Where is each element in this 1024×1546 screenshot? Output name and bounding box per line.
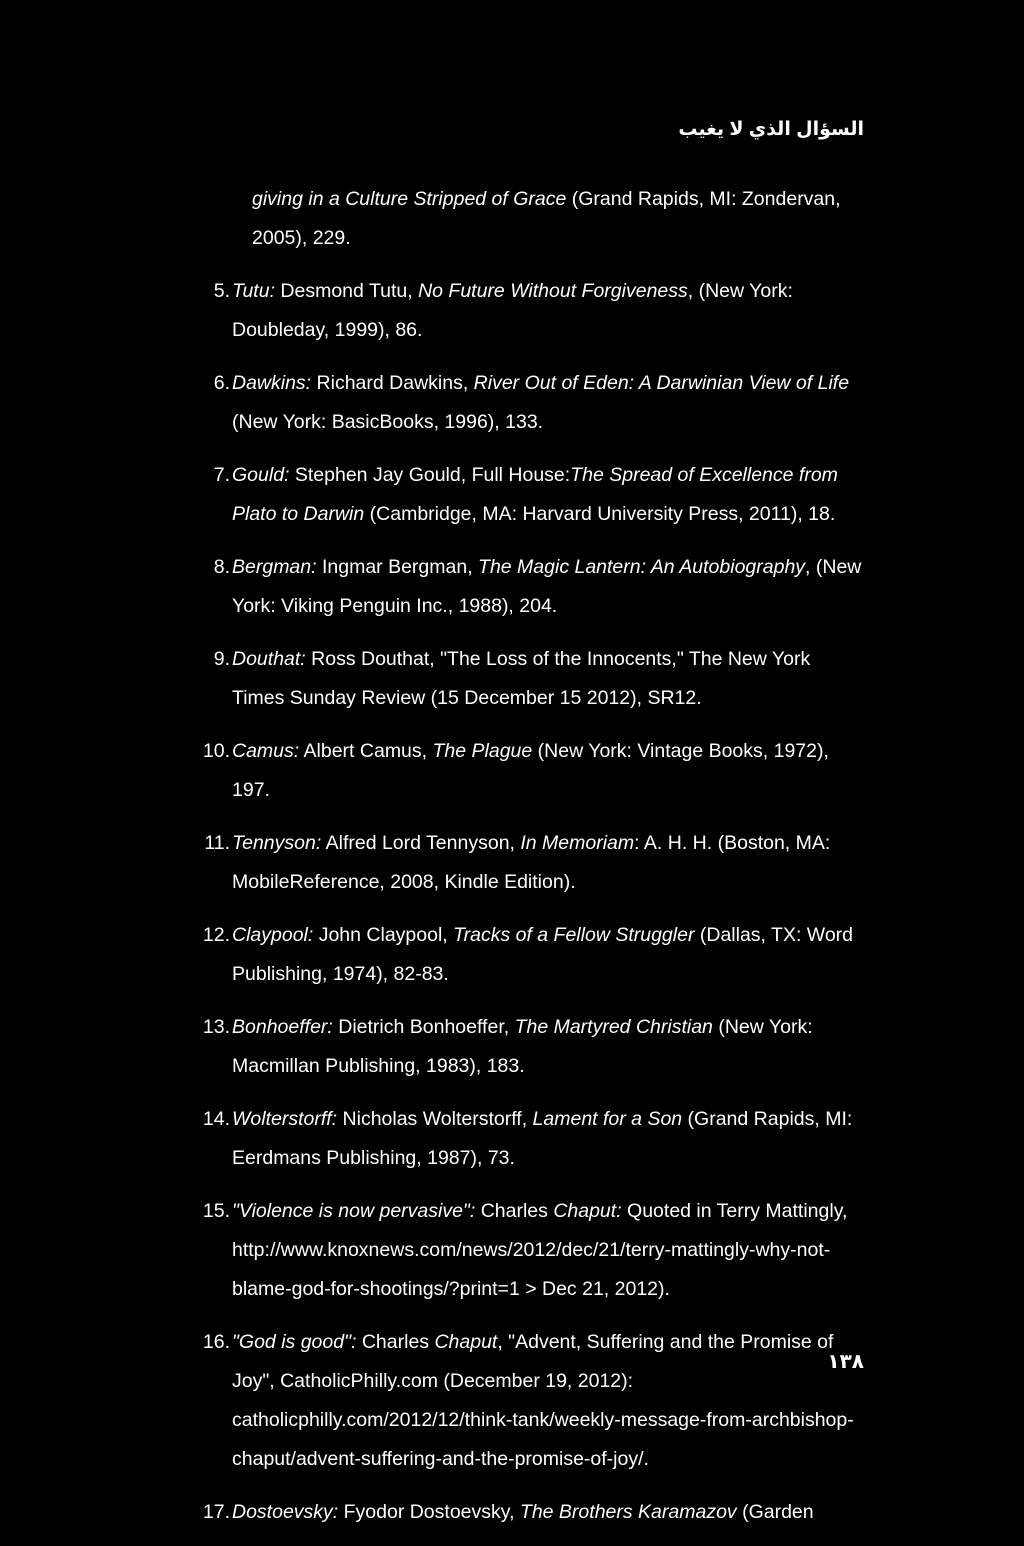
citation-text: Richard Dawkins, [311,372,474,394]
citation-text: , (New York: Doubleday, 1999), 86. [232,280,793,341]
note-text [252,180,862,258]
note-keyword: Wolterstorff: [232,1108,338,1130]
book-title: Lament for a Son [532,1108,683,1130]
note-keyword: Tennyson: [232,832,322,854]
note-text [232,1323,862,1479]
note-number: 8. [213,556,230,578]
book-title: Chaput: [553,1200,622,1222]
endnote-item [190,1100,862,1178]
book-title: The Brothers Karamazov [519,1501,737,1523]
book-title: giving in a Culture Stripped of Grace [252,188,567,210]
note-keyword: Tutu: [232,280,275,302]
note-keyword: Dawkins: [232,372,312,394]
citation-text: Dietrich Bonhoeffer, [332,1016,515,1038]
note-keyword: Claypool: [232,924,314,946]
citation-text: Quoted in Terry Mattingly, http://www.knoxnews.com/news/2012/dec/21/terry-mattingly-why-not- blame-god-for-shootings/?print=1 > Dec 21, 2012). [232,1200,848,1300]
note-text [232,640,862,718]
note-text [232,824,862,902]
book-title: In Memoriam [520,832,635,854]
note-text [232,1100,862,1178]
book-title: River Out of Eden: A Darwinian View of Life [473,372,850,394]
citation-text: Ross Douthat, "The Loss of the Innocents," The New York Times Sunday Review (15 December 15 2012), SR12. [232,648,811,709]
endnote-item [190,456,862,534]
book-title: The Magic Lantern: An Autobiography [478,556,806,578]
book-title: The Spread of Excellence from Plato to Darwin [232,464,838,525]
endnote-item [190,1323,862,1479]
note-number: 9. [213,648,230,670]
note-keyword: Dostoevsky: [232,1501,339,1523]
endnote-item [190,824,862,902]
note-number: 16. [202,1331,230,1353]
endnote-item [190,1008,862,1086]
endnote-item [190,916,862,994]
note-keyword: Bergman: [232,556,317,578]
book-title: The Plague [432,740,533,762]
book-title: The Martyred Christian [514,1016,713,1038]
note-text [232,272,862,350]
citation-text: John Claypool, [313,924,454,946]
note-text [232,456,862,534]
endnote-item [190,364,862,442]
note-text [232,1493,862,1532]
citation-text: (New York: Vintage Books, 1972), 197. [232,740,829,801]
note-number: 15. [202,1200,230,1222]
note-keyword: "God is good": [232,1331,357,1353]
note-keyword: Bonhoeffer: [232,1016,333,1038]
book-title: Chaput [434,1331,498,1353]
citation-text: (Dallas, TX: Word Publishing, 1974), 82-83. [232,924,854,985]
citation-text: Albert Camus, [299,740,433,762]
citation-text: (New York: Macmillan Publishing, 1983), 183. [232,1016,813,1077]
endnote-item [190,548,862,626]
citation-text: Stephen Jay Gould, Full House: [289,464,571,486]
note-number: 12. [202,924,230,946]
note-number: 5. [213,280,230,302]
page-number: ١٣٨ [827,1351,864,1373]
running-header: السؤال الذي لا يغيب [678,119,864,140]
endnote-item [190,272,862,350]
book-title: Tracks of a Fellow Struggler [453,924,695,946]
citation-text: (Grand Rapids, MI: Zondervan, 2005), 229. [252,188,841,249]
citation-text: Nicholas Wolterstorff, [337,1108,533,1130]
note-number: 7. [213,464,230,486]
endnote-item [190,1192,862,1309]
note-number: 14. [202,1108,230,1130]
book-title: No Future Without Forgiveness [418,280,688,302]
note-keyword: "Violence is now pervasive": [232,1200,476,1222]
citation-text: : A. H. H. (Boston, MA: MobileReference, 2008, Kindle Edition). [232,832,831,893]
citation-text: Alfred Lord Tennyson, [321,832,521,854]
note-text [232,1008,862,1086]
note-continuation [190,180,862,258]
note-keyword: Douthat: [232,648,306,670]
endnotes-list [190,180,862,1546]
citation-text: Fyodor Dostoevsky, [338,1501,520,1523]
note-text [232,1192,862,1309]
endnote-item [190,1493,862,1532]
note-keyword: Camus: [232,740,300,762]
citation-text: Ingmar Bergman, [316,556,479,578]
note-text [232,732,862,810]
note-number: 13. [202,1016,230,1038]
note-text [232,548,862,626]
endnote-item [190,640,862,718]
citation-text: Desmond Tutu, [275,280,419,302]
notes-container [190,272,862,1532]
citation-text: , "Advent, Suffering and the Promise of Joy", CatholicPhilly.com (December 19, 2012): catholicphilly.com/2012/12/think-tank/weekly-message-from-archbishop-chaput/advent-suffering-and-the-promise-of-joy/. [232,1331,854,1470]
citation-text: (Grand Rapids, MI: Eerdmans Publishing, 1987), 73. [232,1108,853,1169]
citation-text: , (New York: Viking Penguin Inc., 1988), 204. [232,556,862,617]
note-text [232,916,862,994]
citation-text: Charles [475,1200,554,1222]
citation-text: (Cambridge, MA: Harvard University Press, 2011), 18. [364,503,836,525]
endnote-item [190,732,862,810]
note-number: 11. [204,832,230,854]
note-number: 10. [202,740,230,762]
note-number: 6. [213,372,230,394]
note-number: 17. [202,1501,230,1523]
note-keyword: Gould: [232,464,290,486]
citation-text: Charles [356,1331,435,1353]
note-text [232,364,862,442]
citation-text: (New York: BasicBooks, 1996), 133. [232,411,544,433]
citation-text: (Garden [736,1501,814,1523]
